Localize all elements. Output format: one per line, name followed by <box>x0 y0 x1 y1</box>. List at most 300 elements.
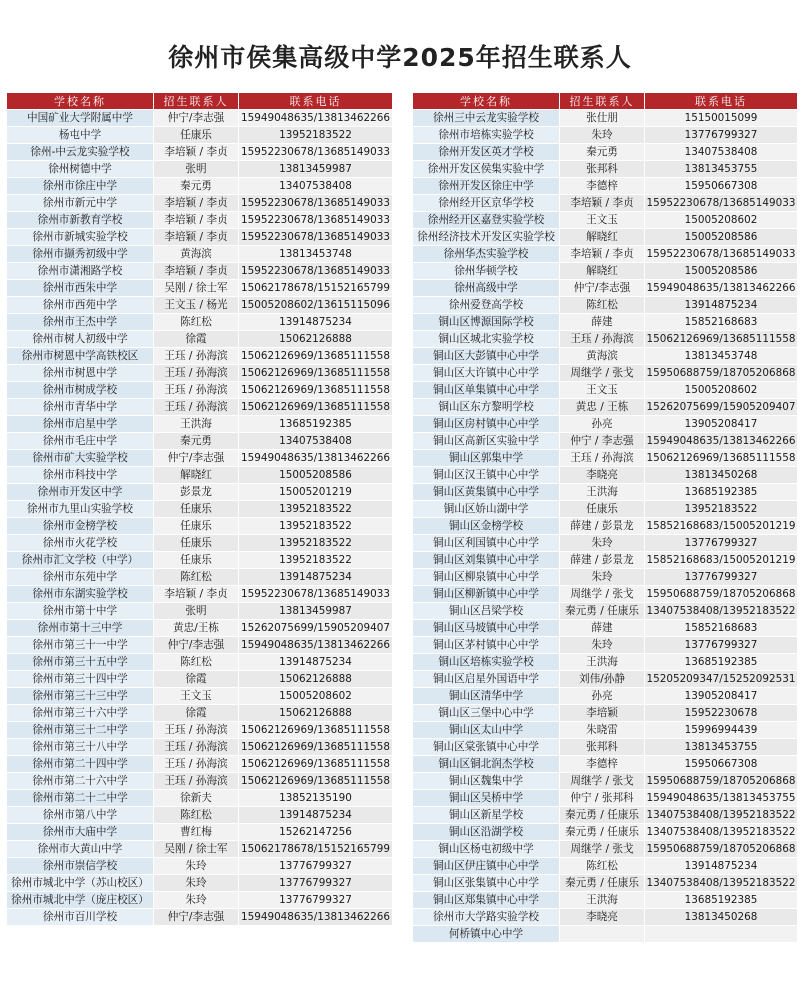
contact-name-cell: 李培颖 / 李贞 <box>154 586 239 603</box>
contact-name-cell: 秦元勇 / 任康乐 <box>560 875 645 892</box>
phone-number-cell: 15950667308 <box>645 756 798 773</box>
table-row <box>7 331 393 348</box>
school-name-cell: 铜山区张集镇中心中学 <box>413 875 560 892</box>
table-row <box>413 926 798 943</box>
contact-name-cell: 朱玲 <box>154 892 239 909</box>
table-row <box>7 297 393 314</box>
contact-name-cell: 李晓亮 <box>560 909 645 926</box>
school-name-cell: 徐州市城北中学（苏山校区） <box>7 875 154 892</box>
table-row <box>413 280 798 297</box>
contact-name-cell: 徐新夫 <box>154 790 239 807</box>
contact-name-cell: 李培颖 / 李贞 <box>154 263 239 280</box>
phone-number-cell: 13905208417 <box>645 416 798 433</box>
phone-number-cell: 13407538408 <box>239 178 393 195</box>
school-name-cell: 徐州市火花学校 <box>7 535 154 552</box>
table-row <box>7 246 393 263</box>
school-name-cell: 徐州爱登高学校 <box>413 297 560 314</box>
phone-number-cell: 15949048635/13813453755 <box>645 790 798 807</box>
contact-name-cell: 秦元勇 / 任康乐 <box>560 807 645 824</box>
school-name-cell: 铜山区柳泉镇中心中学 <box>413 569 560 586</box>
school-name-cell: 铜山区茅村镇中心中学 <box>413 637 560 654</box>
contact-name-cell: 秦元勇 <box>560 144 645 161</box>
contact-name-cell: 朱玲 <box>560 569 645 586</box>
table-row <box>7 416 393 433</box>
contact-name-cell: 王文玉 / 杨光 <box>154 297 239 314</box>
school-name-cell: 铜山区新星学校 <box>413 807 560 824</box>
table-row <box>7 824 393 841</box>
contact-name-cell: 任康乐 <box>154 518 239 535</box>
table-row <box>7 399 393 416</box>
phone-number-cell: 15952230678/13685149033 <box>239 195 393 212</box>
phone-number-cell: 15950688759/18705206868 <box>645 773 798 790</box>
table-row <box>413 416 798 433</box>
contact-name-cell: 王珏 / 孙海滨 <box>154 756 239 773</box>
school-name-cell: 铜山区东方黎明学校 <box>413 399 560 416</box>
table-row <box>7 892 393 909</box>
phone-number-cell: 15062126969/13685111558 <box>239 365 393 382</box>
phone-number-cell: 13952183522 <box>239 518 393 535</box>
contact-name-cell: 朱晓雷 <box>560 722 645 739</box>
school-name-cell: 徐州市汇文学校（中学） <box>7 552 154 569</box>
contact-name-cell: 曹红梅 <box>154 824 239 841</box>
table-row <box>413 688 798 705</box>
table-row <box>413 297 798 314</box>
school-name-cell: 徐州市培栋实验学校 <box>413 127 560 144</box>
school-name-cell: 徐州市第二十六中学 <box>7 773 154 790</box>
contact-name-cell: 薛建 / 彭景龙 <box>560 518 645 535</box>
contact-name-cell: 徐霞 <box>154 671 239 688</box>
phone-number-cell: 15005208602 <box>239 688 393 705</box>
phone-number-cell: 13813459987 <box>239 603 393 620</box>
table-row <box>7 518 393 535</box>
table-row <box>413 586 798 603</box>
phone-number-cell: 13407538408/13952183522 <box>645 603 798 620</box>
contact-name-cell: 黄海滨 <box>560 348 645 365</box>
contact-name-cell: 吴刚 / 徐士军 <box>154 841 239 858</box>
school-name-cell: 徐州市百川学校 <box>7 909 154 926</box>
table-row <box>7 790 393 807</box>
contact-name-cell: 解晓红 <box>560 229 645 246</box>
school-name-cell: 徐州市大庙中学 <box>7 824 154 841</box>
table-row <box>413 110 798 127</box>
table-row <box>413 807 798 824</box>
phone-number-cell: 15062126969/13685111558 <box>239 722 393 739</box>
phone-number-cell: 13952183522 <box>239 501 393 518</box>
school-name-cell: 徐州高级中学 <box>413 280 560 297</box>
school-name-cell: 铜山区郭集中学 <box>413 450 560 467</box>
phone-number-cell: 15852168683 <box>645 620 798 637</box>
table-row <box>7 450 393 467</box>
phone-number-cell: 13685192385 <box>239 416 393 433</box>
table-row <box>7 637 393 654</box>
table-row <box>7 722 393 739</box>
phone-number-cell: 13776799327 <box>645 127 798 144</box>
phone-number-cell: 15996994439 <box>645 722 798 739</box>
contact-name-cell: 王珏 / 孙海滨 <box>560 331 645 348</box>
table-row <box>7 178 393 195</box>
school-name-cell: 铜山区刘集镇中心中学 <box>413 552 560 569</box>
table-row <box>413 909 798 926</box>
table-row <box>413 824 798 841</box>
phone-number-cell: 13407538408/13952183522 <box>645 875 798 892</box>
phone-number-cell: 13685192385 <box>645 484 798 501</box>
contact-name-cell: 彭景龙 <box>154 484 239 501</box>
table-row <box>413 178 798 195</box>
contact-name-cell: 张明 <box>154 603 239 620</box>
table-row <box>413 229 798 246</box>
contact-name-cell: 陈红松 <box>154 314 239 331</box>
contact-name-cell: 陈红松 <box>154 654 239 671</box>
table-header-row <box>413 93 798 110</box>
phone-number-cell: 13914875234 <box>239 569 393 586</box>
table-row <box>413 637 798 654</box>
contact-name-cell: 任康乐 <box>154 127 239 144</box>
contacts-table-right <box>412 92 798 943</box>
contact-name-cell: 王洪海 <box>560 654 645 671</box>
contact-name-cell: 薛建 / 彭景龙 <box>560 552 645 569</box>
phone-number-cell: 15062126969/13685111558 <box>239 739 393 756</box>
contact-name-cell: 李德梓 <box>560 756 645 773</box>
contact-name-cell: 张邦科 <box>560 161 645 178</box>
phone-number-cell: 15949048635/13813462266 <box>239 637 393 654</box>
school-name-cell: 徐州开发区英才学校 <box>413 144 560 161</box>
table-row <box>7 671 393 688</box>
table-row <box>413 433 798 450</box>
table-row <box>413 654 798 671</box>
table-row <box>7 654 393 671</box>
phone-number-cell: 15952230678/13685149033 <box>645 195 798 212</box>
phone-number-cell: 15949048635/13813462266 <box>645 433 798 450</box>
table-row <box>413 875 798 892</box>
school-name-cell: 徐州市毛庄中学 <box>7 433 154 450</box>
phone-number-cell: 13914875234 <box>239 314 393 331</box>
phone-number-cell: 15852168683/15005201219 <box>645 518 798 535</box>
school-name-cell: 徐州市第二十四中学 <box>7 756 154 773</box>
column-header-school: 学校名称 <box>7 93 154 110</box>
phone-number-cell: 15952230678/13685149033 <box>239 263 393 280</box>
phone-number-cell: 15262075699/15905209407 <box>645 399 798 416</box>
school-name-cell: 铜山区沿湖学校 <box>413 824 560 841</box>
phone-number-cell: 13914875234 <box>645 858 798 875</box>
school-name-cell: 徐州市第三十二中学 <box>7 722 154 739</box>
table-row <box>413 399 798 416</box>
school-name-cell: 徐州市潇湘路学校 <box>7 263 154 280</box>
school-name-cell: 铜山区郑集镇中心中学 <box>413 892 560 909</box>
phone-number-cell: 15062178678/15152165799 <box>239 280 393 297</box>
school-name-cell: 徐州市青华中学 <box>7 399 154 416</box>
school-name-cell: 徐州市新元中学 <box>7 195 154 212</box>
contact-name-cell: 朱玲 <box>560 535 645 552</box>
table-row <box>413 246 798 263</box>
contact-name-cell: 秦元勇 <box>154 433 239 450</box>
school-name-cell: 徐州市崇信学校 <box>7 858 154 875</box>
contact-name-cell: 任康乐 <box>154 552 239 569</box>
contact-name-cell: 解晓红 <box>560 263 645 280</box>
phone-number-cell: 15062126969/13685111558 <box>239 399 393 416</box>
table-row <box>413 263 798 280</box>
contact-name-cell: 王珏 / 孙海滨 <box>154 399 239 416</box>
phone-number-cell: 13905208417 <box>645 688 798 705</box>
phone-number-cell: 15005208602 <box>645 382 798 399</box>
school-name-cell: 铜山区三堡中心中学 <box>413 705 560 722</box>
school-name-cell: 徐州市第二十二中学 <box>7 790 154 807</box>
school-name-cell: 徐州市第三十六中学 <box>7 705 154 722</box>
school-name-cell: 铜山区培栋实验学校 <box>413 654 560 671</box>
contact-name-cell: 孙亮 <box>560 416 645 433</box>
table-row <box>413 705 798 722</box>
phone-number-cell: 15062126888 <box>239 705 393 722</box>
table-row <box>413 892 798 909</box>
phone-number-cell: 15262147256 <box>239 824 393 841</box>
contact-name-cell: 周继学 / 张戈 <box>560 365 645 382</box>
table-row <box>7 127 393 144</box>
column-header-contact: 招生联系人 <box>154 93 239 110</box>
phone-number-cell: 15005208586 <box>239 467 393 484</box>
phone-number-cell: 15952230678/13685149033 <box>239 586 393 603</box>
phone-number-cell: 13813450268 <box>645 909 798 926</box>
contact-name-cell: 王文玉 <box>154 688 239 705</box>
school-name-cell: 铜山区大彭镇中心中学 <box>413 348 560 365</box>
column-header-contact: 招生联系人 <box>560 93 645 110</box>
contact-name-cell <box>560 926 645 943</box>
table-row <box>7 467 393 484</box>
contact-name-cell: 王珏 / 孙海滨 <box>154 722 239 739</box>
table-row <box>7 484 393 501</box>
column-header-phone: 联系电话 <box>645 93 798 110</box>
school-name-cell: 徐州市矿大实验学校 <box>7 450 154 467</box>
table-row <box>7 688 393 705</box>
contact-name-cell: 朱玲 <box>560 637 645 654</box>
table-row <box>413 739 798 756</box>
contact-name-cell: 陈红松 <box>560 858 645 875</box>
contact-name-cell: 徐霞 <box>154 705 239 722</box>
school-name-cell: 徐州市第八中学 <box>7 807 154 824</box>
phone-number-cell: 15949048635/13813462266 <box>239 110 393 127</box>
phone-number-cell: 13813459987 <box>239 161 393 178</box>
contact-name-cell: 秦元勇 <box>154 178 239 195</box>
table-row <box>7 195 393 212</box>
school-name-cell: 徐州市金榜学校 <box>7 518 154 535</box>
contact-name-cell: 李培颖 / 李贞 <box>560 195 645 212</box>
contact-name-cell: 周继学 / 张戈 <box>560 841 645 858</box>
phone-number-cell: 15952230678/13685149033 <box>239 144 393 161</box>
school-name-cell: 铜山区杨屯初级中学 <box>413 841 560 858</box>
contact-name-cell: 仲宁/李志强 <box>154 110 239 127</box>
contact-name-cell: 朱玲 <box>560 127 645 144</box>
contact-name-cell: 陈红松 <box>154 569 239 586</box>
school-name-cell: 徐州市东苑中学 <box>7 569 154 586</box>
contact-name-cell: 仲宁/李志强 <box>154 909 239 926</box>
table-row <box>413 161 798 178</box>
contact-name-cell: 秦元勇 / 任康乐 <box>560 603 645 620</box>
school-name-cell: 徐州三中云龙实验学校 <box>413 110 560 127</box>
school-name-cell: 铜山区利国镇中心中学 <box>413 535 560 552</box>
school-name-cell: 徐州市树恩中学高铁校区 <box>7 348 154 365</box>
school-name-cell: 铜山区启星外国语中学 <box>413 671 560 688</box>
phone-number-cell: 15950667308 <box>645 178 798 195</box>
phone-number-cell: 15952230678/13685149033 <box>239 212 393 229</box>
phone-number-cell: 15949048635/13813462266 <box>239 450 393 467</box>
phone-number-cell: 13952183522 <box>239 552 393 569</box>
table-row <box>413 858 798 875</box>
school-name-cell: 徐州市撷秀初级中学 <box>7 246 154 263</box>
phone-number-cell: 13813453755 <box>645 739 798 756</box>
contact-name-cell: 李培颖 / 李贞 <box>154 212 239 229</box>
table-row <box>7 603 393 620</box>
contact-name-cell: 刘伟/孙静 <box>560 671 645 688</box>
phone-number-cell: 13407538408 <box>645 144 798 161</box>
contact-name-cell: 陈红松 <box>560 297 645 314</box>
table-row <box>7 161 393 178</box>
phone-number-cell: 15952230678/13685149033 <box>239 229 393 246</box>
school-name-cell: 铜山区大许镇中心中学 <box>413 365 560 382</box>
phone-number-cell: 15062126969/13685111558 <box>645 450 798 467</box>
contact-name-cell: 仲宁/李志强 <box>154 450 239 467</box>
contact-name-cell: 仲宁/李志强 <box>154 637 239 654</box>
phone-number-cell: 13852135190 <box>239 790 393 807</box>
contact-name-cell: 王洪海 <box>560 892 645 909</box>
phone-number-cell: 15062126969/13685111558 <box>239 348 393 365</box>
school-name-cell: 徐州-中云龙实验学校 <box>7 144 154 161</box>
phone-number-cell: 15150015099 <box>645 110 798 127</box>
phone-number-cell: 15062126969/13685111558 <box>239 773 393 790</box>
contact-name-cell: 王珏 / 孙海滨 <box>560 450 645 467</box>
school-name-cell: 徐州市启星中学 <box>7 416 154 433</box>
contact-name-cell: 张明 <box>154 161 239 178</box>
school-name-cell: 徐州市第三十八中学 <box>7 739 154 756</box>
phone-number-cell: 15005208602/13615115096 <box>239 297 393 314</box>
contact-name-cell: 薛建 <box>560 620 645 637</box>
school-name-cell: 铜山区汉王镇中心中学 <box>413 467 560 484</box>
school-name-cell: 铜山区博源国际学校 <box>413 314 560 331</box>
phone-number-cell: 15852168683/15005201219 <box>645 552 798 569</box>
contact-name-cell: 黄忠/王栋 <box>154 620 239 637</box>
contact-name-cell: 黄忠 / 王栋 <box>560 399 645 416</box>
table-row <box>7 875 393 892</box>
school-name-cell: 铜山区清华中学 <box>413 688 560 705</box>
school-name-cell: 徐州市新城实验学校 <box>7 229 154 246</box>
phone-number-cell: 15062126888 <box>239 331 393 348</box>
column-header-phone: 联系电话 <box>239 93 393 110</box>
phone-number-cell: 15950688759/18705206868 <box>645 365 798 382</box>
contact-name-cell: 张仕朋 <box>560 110 645 127</box>
contact-name-cell: 任康乐 <box>560 501 645 518</box>
contact-name-cell: 王珏 / 孙海滨 <box>154 348 239 365</box>
school-name-cell: 铜山区高新区实验中学 <box>413 433 560 450</box>
school-name-cell: 铜山区金榜学校 <box>413 518 560 535</box>
phone-number-cell: 15205209347/15252092531 <box>645 671 798 688</box>
school-name-cell: 徐州市王杰中学 <box>7 314 154 331</box>
table-row <box>413 484 798 501</box>
table-row <box>7 535 393 552</box>
school-name-cell: 徐州华杰实验学校 <box>413 246 560 263</box>
contact-name-cell: 李培颖 / 李贞 <box>560 246 645 263</box>
school-name-cell: 徐州市第三十四中学 <box>7 671 154 688</box>
contact-name-cell: 仲宁 / 李志强 <box>560 433 645 450</box>
phone-number-cell: 13914875234 <box>645 297 798 314</box>
school-name-cell: 铜山区单集镇中心中学 <box>413 382 560 399</box>
school-name-cell: 徐州市第十三中学 <box>7 620 154 637</box>
table-row <box>7 705 393 722</box>
contact-name-cell: 李培颖 / 李贞 <box>154 195 239 212</box>
school-name-cell: 铜山区太山中学 <box>413 722 560 739</box>
contacts-table-left <box>6 92 393 926</box>
phone-number-cell: 15062126969/13685111558 <box>239 382 393 399</box>
school-name-cell: 铜山区棠张镇中心中学 <box>413 739 560 756</box>
school-name-cell: 徐州市第三十三中学 <box>7 688 154 705</box>
phone-number-cell: 13914875234 <box>239 807 393 824</box>
school-name-cell: 中国矿业大学附属中学 <box>7 110 154 127</box>
phone-number-cell: 13914875234 <box>239 654 393 671</box>
phone-number-cell: 15062178678/15152165799 <box>239 841 393 858</box>
school-name-cell: 徐州经济技术开发区实验学校 <box>413 229 560 246</box>
school-name-cell: 杨屯中学 <box>7 127 154 144</box>
contact-name-cell: 王洪海 <box>560 484 645 501</box>
phone-number-cell: 13407538408 <box>239 433 393 450</box>
phone-number-cell: 13813453755 <box>645 161 798 178</box>
page-title: 徐州市侯集高级中学2025年招生联系人 <box>168 43 632 72</box>
contact-name-cell: 黄海滨 <box>154 246 239 263</box>
table-row <box>413 569 798 586</box>
phone-number-cell: 15005208586 <box>645 229 798 246</box>
phone-number-cell: 13813453748 <box>239 246 393 263</box>
phone-number-cell: 15062126888 <box>239 671 393 688</box>
table-row <box>413 450 798 467</box>
phone-number-cell: 13685192385 <box>645 654 798 671</box>
table-row <box>413 841 798 858</box>
contact-name-cell: 李培颖 / 李贞 <box>154 144 239 161</box>
school-name-cell: 徐州市第三十五中学 <box>7 654 154 671</box>
contact-name-cell: 张邦科 <box>560 739 645 756</box>
table-row <box>7 807 393 824</box>
contact-name-cell: 李晓亮 <box>560 467 645 484</box>
table-row <box>7 569 393 586</box>
table-row <box>7 501 393 518</box>
school-name-cell: 铜山区城北实验学校 <box>413 331 560 348</box>
school-name-cell: 铜山区黄集镇中心中学 <box>413 484 560 501</box>
phone-number-cell <box>645 926 798 943</box>
school-name-cell: 徐州市西苑中学 <box>7 297 154 314</box>
contact-name-cell: 陈红松 <box>154 807 239 824</box>
table-body-right <box>413 110 798 943</box>
phone-number-cell: 15952230678/13685149033 <box>645 246 798 263</box>
school-name-cell: 徐州经开区京华学校 <box>413 195 560 212</box>
phone-number-cell: 13813450268 <box>645 467 798 484</box>
school-name-cell: 铜山区铜北润杰学校 <box>413 756 560 773</box>
phone-number-cell: 15852168683 <box>645 314 798 331</box>
school-name-cell: 徐州市新教育学校 <box>7 212 154 229</box>
table-row <box>7 110 393 127</box>
school-name-cell: 徐州市徐庄中学 <box>7 178 154 195</box>
school-name-cell: 徐州经开区嘉登实验学校 <box>413 212 560 229</box>
contact-name-cell: 秦元勇 / 任康乐 <box>560 824 645 841</box>
table-row <box>7 841 393 858</box>
school-name-cell: 徐州开发区徐庄中学 <box>413 178 560 195</box>
table-row <box>7 348 393 365</box>
school-name-cell: 铜山区柳新镇中心中学 <box>413 586 560 603</box>
table-row <box>7 909 393 926</box>
contact-name-cell: 朱玲 <box>154 875 239 892</box>
school-name-cell: 铜山区房村镇中心中学 <box>413 416 560 433</box>
table-row <box>7 229 393 246</box>
table-row <box>7 552 393 569</box>
phone-number-cell: 13776799327 <box>645 637 798 654</box>
table-body-left <box>7 110 393 926</box>
table-header-row <box>7 93 393 110</box>
contact-name-cell: 李培颖 / 李贞 <box>154 229 239 246</box>
table-row <box>413 790 798 807</box>
school-name-cell: 徐州市大学路实验学校 <box>413 909 560 926</box>
